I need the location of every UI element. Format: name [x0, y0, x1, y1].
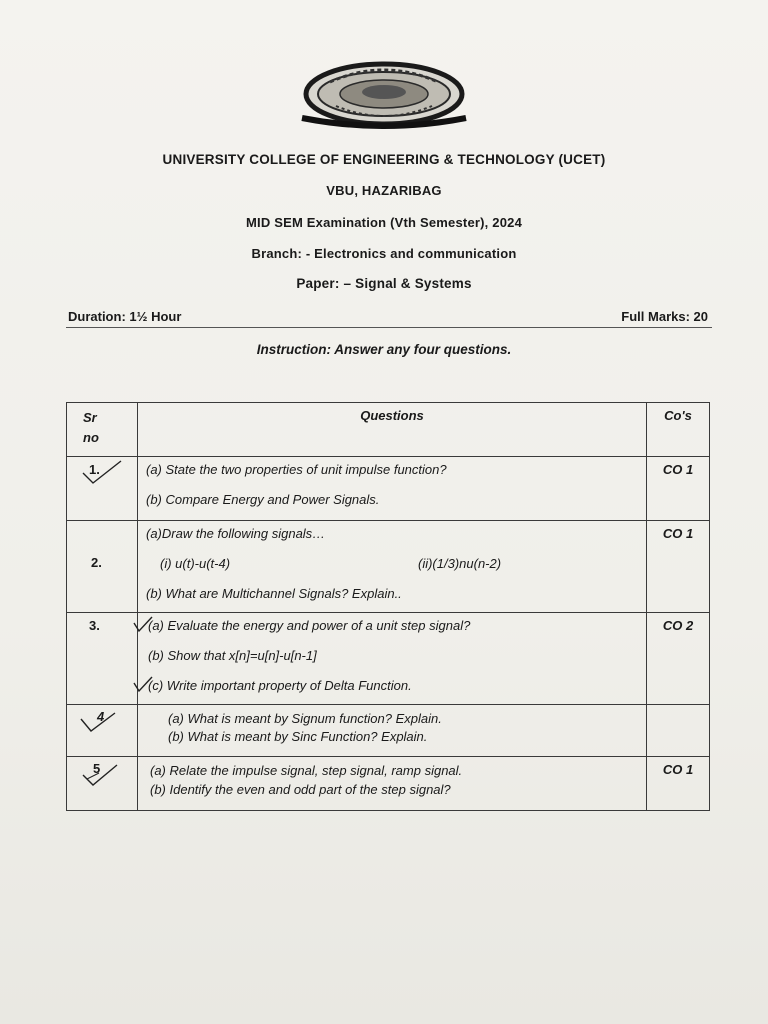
sr-number: 3.	[89, 618, 100, 633]
co-cell	[647, 705, 710, 757]
header-sr-no	[67, 403, 138, 457]
sr-number: 1.	[89, 462, 100, 477]
college-name: UNIVERSITY COLLEGE OF ENGINEERING & TECHNOLOGY (UCET)	[162, 152, 606, 167]
question-cell	[138, 757, 647, 811]
table-row	[67, 521, 710, 613]
table-row	[67, 757, 710, 811]
table-row	[67, 457, 710, 521]
co-cell: CO 1	[647, 757, 710, 811]
question-cell	[138, 521, 647, 613]
table-header-row	[67, 403, 710, 457]
sr-cell	[67, 705, 138, 757]
question-line: (b) What is meant by Sinc Function? Explain.	[168, 729, 428, 744]
question-line: (b) Show that x[n]=u[n]-u[n-1]	[148, 648, 317, 663]
co-cell: CO 2	[647, 613, 710, 705]
sr-number: 2.	[91, 555, 102, 570]
question-line: (a) Relate the impulse signal, step signal, ramp signal.	[150, 763, 463, 778]
table-row	[67, 613, 710, 705]
co-cell: CO 1	[647, 457, 710, 521]
sr-number: 4	[97, 709, 105, 724]
divider-line	[66, 327, 712, 328]
duration: Duration: 1½ Hour	[68, 309, 182, 324]
question-line: (b) Compare Energy and Power Signals.	[146, 492, 380, 507]
full-marks: Full Marks: 20	[621, 309, 708, 324]
question-line: (ii)(1/3)nu(n-2)	[418, 556, 502, 571]
header-sr-no-text: Sr no	[83, 410, 99, 445]
sr-cell	[67, 613, 138, 705]
question-line: (b) Identify the even and odd part of the step signal?	[150, 782, 451, 797]
college-location: VBU, HAZARIBAG	[326, 183, 442, 198]
header-questions: Questions	[138, 403, 647, 457]
co-cell: CO 1	[647, 521, 710, 613]
tick-mark-icon	[79, 761, 119, 789]
question-cell	[138, 457, 647, 521]
university-seal-logo	[300, 60, 468, 140]
question-line: (c) Write important property of Delta Function.	[148, 678, 412, 693]
table-row	[67, 705, 710, 757]
sr-number: 5	[93, 761, 101, 776]
tick-mark-icon	[79, 459, 123, 487]
question-line: (a) Evaluate the energy and power of a unit step signal?	[148, 618, 471, 633]
question-line: (b) What are Multichannel Signals? Explain..	[146, 586, 402, 601]
sr-cell	[67, 457, 138, 521]
tick-mark-icon	[77, 709, 117, 735]
question-cell	[138, 705, 647, 757]
questions-table	[66, 402, 710, 811]
question-line: (a)Draw the following signals…	[146, 526, 326, 541]
question-line: (i) u(t)-u(t-4)	[160, 556, 231, 571]
question-cell	[138, 613, 647, 705]
question-line: (a) What is meant by Signum function? Explain.	[168, 711, 442, 726]
sr-cell	[67, 521, 138, 613]
header-cos: Co's	[647, 403, 710, 457]
branch-name: Branch: - Electronics and communication	[251, 246, 517, 261]
sr-cell	[67, 757, 138, 811]
instruction-text: Instruction: Answer any four questions.	[256, 342, 512, 357]
question-line: (a) State the two properties of unit impulse function?	[146, 462, 447, 477]
exam-title: MID SEM Examination (Vth Semester), 2024	[245, 215, 523, 230]
paper-title: Paper: – Signal & Systems	[296, 276, 472, 291]
